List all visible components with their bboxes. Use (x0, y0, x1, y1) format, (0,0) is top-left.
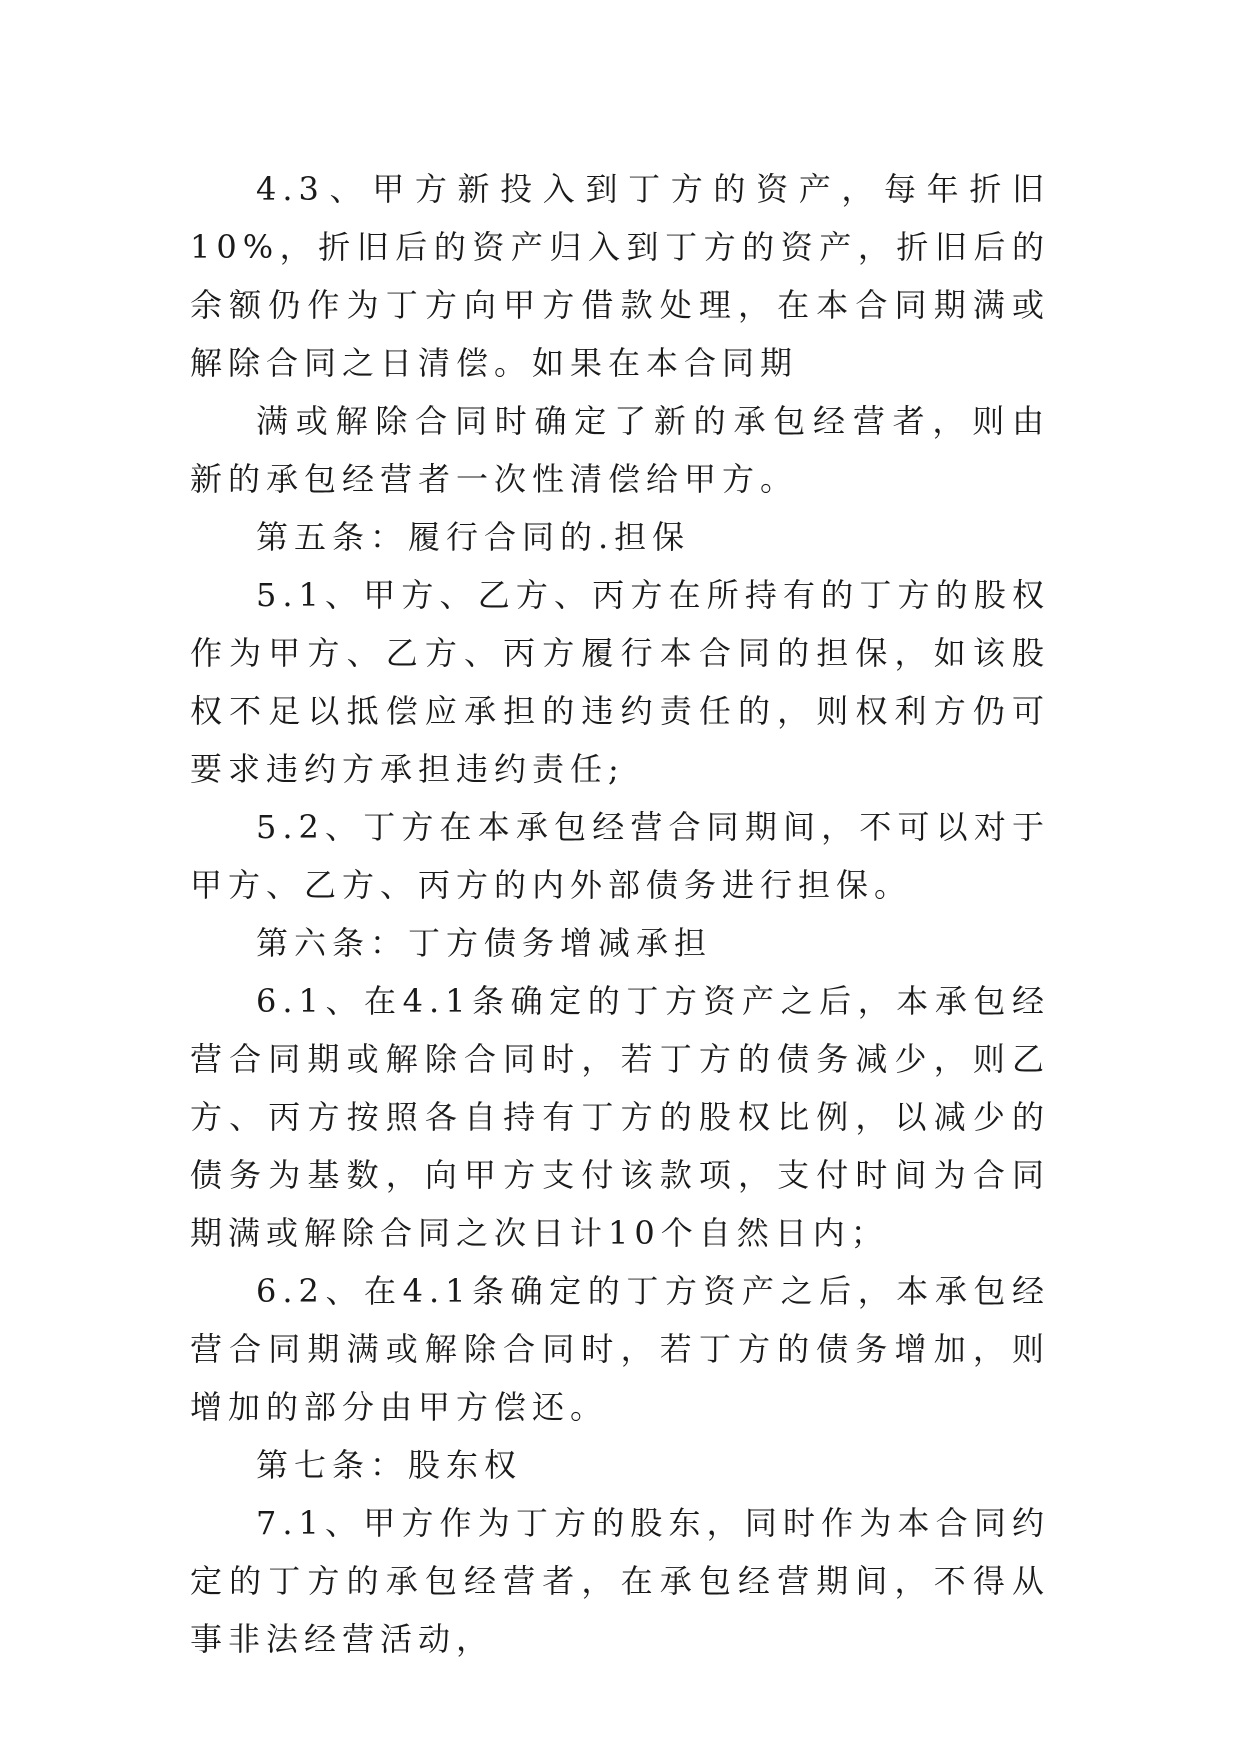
paragraph-5-2: 5.2、丁方在本承包经营合同期间，不可以对于甲方、乙方、丙方的内外部债务进行担保。 (190, 808, 1050, 904)
article-5-heading: 第五条：履行合同的.担保 (256, 518, 691, 556)
paragraph-7-1: 7.1、甲方作为丁方的股东，同时作为本合同约定的丁方的承包经营者，在承包经营期间，不得从事非法经营活动， (190, 1504, 1050, 1658)
document-body (190, 160, 1050, 1668)
paragraph-5-1: 5.1、甲方、乙方、丙方在所持有的丁方的股权作为甲方、乙方、丙方履行本合同的担保，如该股权不足以抵偿应承担的违约责任的，则权利方仍可要求违约方承担违约责任; (190, 576, 1050, 788)
paragraph-4-3: 4.3、甲方新投入到丁方的资产，每年折旧10%，折旧后的资产归入到丁方的资产，折旧后的余额仍作为丁方向甲方借款处理，在本合同期满或解除合同之日清偿。如果在本合同期 (190, 170, 1050, 382)
paragraph-6-2: 6.2、在4.1条确定的丁方资产之后，本承包经营合同期满或解除合同时，若丁方的债务增加，则增加的部分由甲方偿还。 (190, 1272, 1050, 1426)
article-7-heading: 第七条：股东权 (256, 1446, 523, 1484)
paragraph-4-3-continued: 满或解除合同时确定了新的承包经营者，则由新的承包经营者一次性清偿给甲方。 (190, 402, 1050, 498)
article-6-heading: 第六条：丁方债务增减承担 (256, 924, 713, 962)
paragraph-6-1: 6.1、在4.1条确定的丁方资产之后，本承包经营合同期或解除合同时，若丁方的债务减少，则乙方、丙方按照各自持有丁方的股权比例，以减少的债务为基数，向甲方支付该款项，支付时间为合同期满或解除合同之次日计10个自然日内； (190, 982, 1050, 1252)
